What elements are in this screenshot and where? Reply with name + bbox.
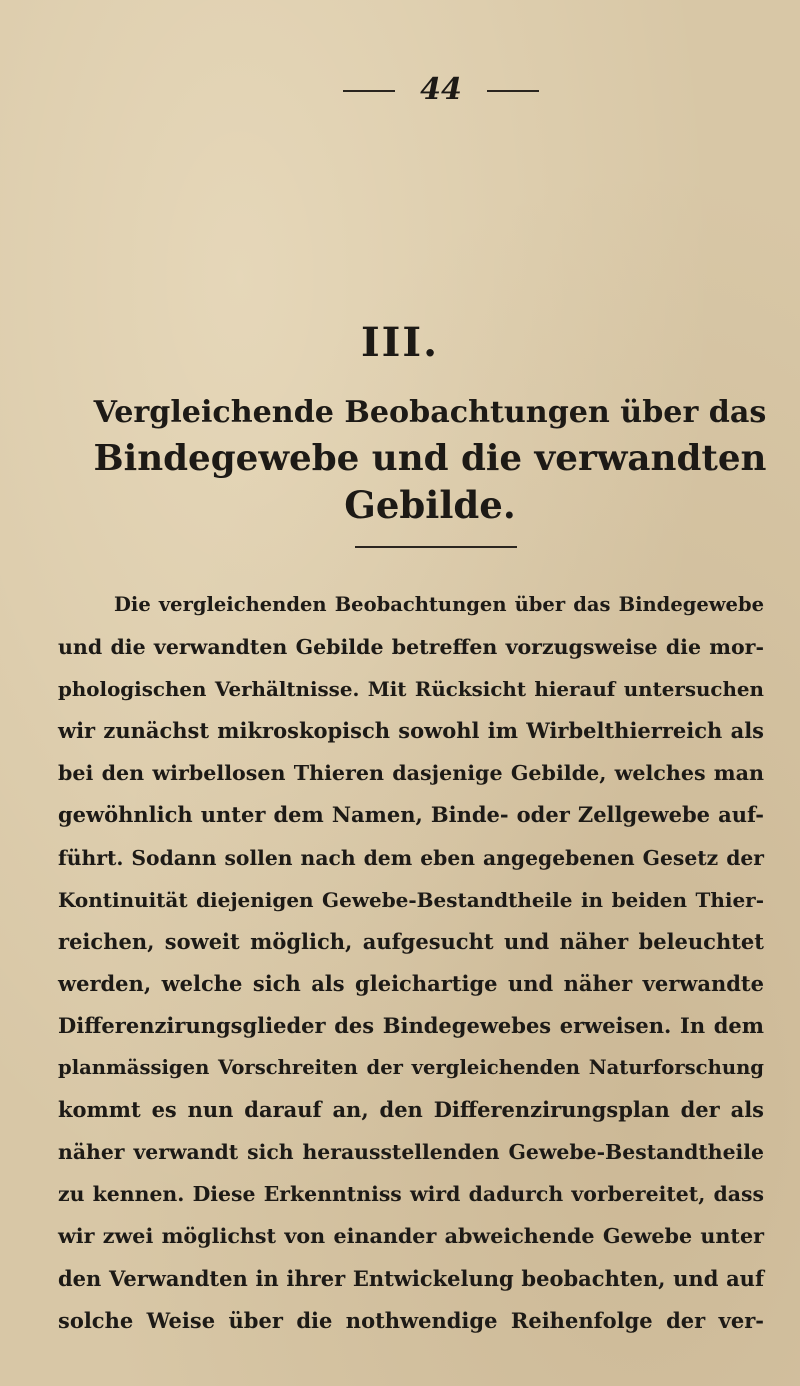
body-paragraph [58,584,764,1342]
header-rule-right [487,90,539,92]
text-line: planmässigen Vorschreiten der vergleichenden Naturforschung [58,1056,764,1080]
text-line: zu kennen. Diese Erkenntniss wird dadurch vorbereitet, dass [58,1182,764,1207]
text-line: näher verwandt sich herausstellenden Gewebe-Bestandtheile [58,1140,764,1165]
text-line: Die vergleichenden Beobachtungen über das Bindegewebe [114,593,764,616]
text-line: reichen, soweit möglich, aufgesucht und näher beleuchtet [58,928,764,954]
section-number: III. [360,319,440,366]
header-rule-left [343,90,395,92]
page-header [0,70,800,110]
text-line: bei den wirbellosen Thieren dasjenige Gebilde, welches man [58,761,764,786]
text-line: kommt es nun darauf an, den Differenzirungsplan der als [58,1097,764,1123]
chapter-title [90,390,770,528]
text-line: den Verwandten in ihrer Entwickelung beobachten, und auf [58,1265,764,1291]
text-line: Kontinuität diejenigen Gewebe-Bestandtheile in beiden Thier- [58,887,764,912]
chapter-title-line: Bindegewebe und die verwandten [93,438,767,479]
text-line: solche Weise über die nothwendige Reihenfolge der ver- [58,1307,764,1333]
page-number: 44 [420,72,462,107]
chapter-title-line: Gebilde. [344,483,516,527]
text-line: werden, welche sich als gleichartige und näher verwandte [58,970,764,996]
text-line: gewöhnlich unter dem Namen, Binde- oder Zellgewebe auf- [58,802,764,828]
title-divider [355,546,517,548]
text-line: und die verwandten Gebilde betreffen vorzugsweise die mor- [58,635,764,660]
text-line: wir zunächst mikroskopisch sowohl im Wirbelthierreich als [58,718,764,744]
chapter-title-line: Vergleichende Beobachtungen über das [93,395,767,430]
text-line: wir zwei möglichst von einander abweichende Gewebe unter [58,1224,764,1249]
text-line: phologischen Verhältnisse. Mit Rücksicht hierauf untersuchen [58,677,764,702]
text-line: führt. Sodann sollen nach dem eben angegebenen Gesetz der [58,845,764,870]
text-line: Differenzirungsglieder des Bindegewebes erweisen. In dem [58,1012,764,1038]
